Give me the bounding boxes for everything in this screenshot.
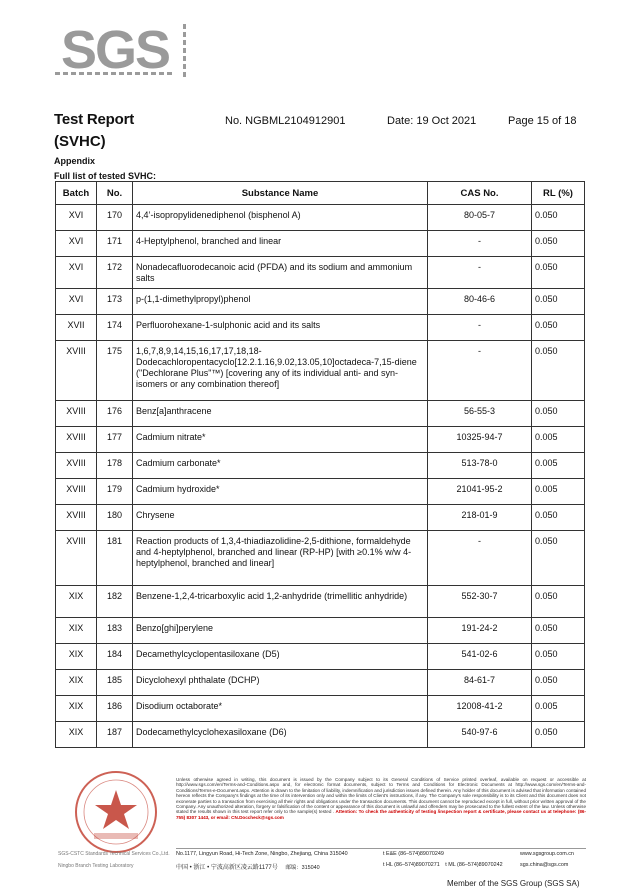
cell-no: 171 xyxy=(97,231,133,257)
cell-cas-no: - xyxy=(428,341,532,401)
table-row xyxy=(56,505,585,531)
cell-rl: 0.050 xyxy=(532,341,585,401)
cell-no: 187 xyxy=(97,722,133,748)
table-row xyxy=(56,479,585,505)
cell-substance-name: Cadmium carbonate* xyxy=(133,453,428,479)
report-title: Test Report xyxy=(54,111,135,128)
cell-no: 174 xyxy=(97,315,133,341)
table-row xyxy=(56,670,585,696)
cell-rl: 0.050 xyxy=(532,231,585,257)
cell-cas-no: - xyxy=(428,531,532,586)
cell-substance-name: Disodium octaborate* xyxy=(133,696,428,722)
cell-no: 181 xyxy=(97,531,133,586)
table-row xyxy=(56,644,585,670)
table-row xyxy=(56,315,585,341)
cell-cas-no: 513-78-0 xyxy=(428,453,532,479)
header-batch: Batch xyxy=(56,182,97,205)
cell-no: 180 xyxy=(97,505,133,531)
cell-cas-no: - xyxy=(428,257,532,289)
cell-substance-name: Reaction products of 1,3,4-thiadiazolidine-2,5-dithione, formaldehyde and 4-heptylphenol, branched and linear (RP-HP) [with ≥0.1% w/w 4-heptylphenol, branched and linear] xyxy=(133,531,428,586)
table-row xyxy=(56,722,585,748)
cell-substance-name: Perfluorohexane-1-sulphonic acid and its salts xyxy=(133,315,428,341)
cell-cas-no: 21041-95-2 xyxy=(428,479,532,505)
table-row xyxy=(56,618,585,644)
table-row xyxy=(56,531,585,586)
cell-cas-no: 56-55-3 xyxy=(428,401,532,427)
page-number: Page 15 of 18 xyxy=(508,115,577,127)
table-row xyxy=(56,341,585,401)
cell-substance-name: Chrysene xyxy=(133,505,428,531)
phone-english: t E&E (86–574)89070249 xyxy=(383,851,444,857)
cell-no: 179 xyxy=(97,479,133,505)
cell-batch: XIX xyxy=(56,696,97,722)
cell-rl: 0.050 xyxy=(532,644,585,670)
cell-batch: XVIII xyxy=(56,531,97,586)
cell-no: 173 xyxy=(97,289,133,315)
fax-ml: t ML (86–574)89070242 xyxy=(445,862,503,868)
cell-no: 178 xyxy=(97,453,133,479)
seal-caption-branch: Ningbo Branch Testing Laboratory xyxy=(58,863,134,869)
appendix-label: Appendix xyxy=(54,156,96,166)
cell-no: 185 xyxy=(97,670,133,696)
cell-cas-no: 10325-94-7 xyxy=(428,427,532,453)
cell-rl: 0.005 xyxy=(532,453,585,479)
postcode-cn: 邮编：315040 xyxy=(285,865,320,871)
sgs-member-note: Member of the SGS Group (SGS SA) xyxy=(447,879,580,888)
table-row xyxy=(56,289,585,315)
cell-rl: 0.050 xyxy=(532,205,585,231)
cell-batch: XVIII xyxy=(56,479,97,505)
cell-rl: 0.050 xyxy=(532,289,585,315)
cell-batch: XVIII xyxy=(56,401,97,427)
cell-substance-name: Dodecamethylcyclohexasiloxane (D6) xyxy=(133,722,428,748)
cell-batch: XVIII xyxy=(56,341,97,401)
table-row xyxy=(56,401,585,427)
cell-cas-no: 552-30-7 xyxy=(428,586,532,618)
address-chinese xyxy=(176,862,320,871)
cell-no: 184 xyxy=(97,644,133,670)
cell-no: 182 xyxy=(97,586,133,618)
table-row xyxy=(56,696,585,722)
cell-substance-name: 1,6,7,8,9,14,15,16,17,17,18,18-Dodecachloropentacyclo[12.2.1.16,9.02,13.05,10]octadeca-7,15-diene ("Dechlorane Plus"™) [covering any of its individual anti- and syn-isomers or any combination thereof] xyxy=(133,341,428,401)
seal-caption-company: SGS-CSTC Standards Technical Services Co.,Ltd. xyxy=(58,851,170,857)
cell-cas-no: 540-97-6 xyxy=(428,722,532,748)
cell-substance-name: Benzo[ghi]perylene xyxy=(133,618,428,644)
cell-no: 186 xyxy=(97,696,133,722)
cell-no: 183 xyxy=(97,618,133,644)
disclaimer-text: Unless otherwise agreed in writing, this document is issued by the Company subject to its General Conditions of Service printed overleaf, available on request or accessible at http://www.sgs.com/en/Terms-and-Conditions.aspx and, for electronic format documents, subject to Terms and Conditions for Electronic Documents at http://www.sgs.com/en/Terms-and-Conditions/Terms-e-Document.aspx. Attention is drawn to the limitation of liability, indemnification and jurisdiction issues defined therein. Any holder of this document is advised that information contained hereon reflects the Company's findings at the time of its intervention only and within the limits of Client's instructions, if any. The Company's sole responsibility is to its Client and this document does not exonerate parties to a transaction from exercising all their rights and obligations under the transaction documents. This document cannot be reproduced except in full, without prior written approval of the Company. Any unauthorized alteration, forgery or falsification of the content or appearance of this document is unlawful and offenders may be prosecuted to the fullest extent of the law. Unless otherwise stated the results shown in this test report refer only to the sample(s) tested . xyxy=(176,777,586,815)
attention-text: Attention: To check the authenticity of testing /inspection report & certificate, please contact us at telephone: (86-755) 8307 1443, or email: CN.Doccheck@sgs.com xyxy=(176,809,586,820)
cell-no: 172 xyxy=(97,257,133,289)
cell-batch: XIX xyxy=(56,586,97,618)
header-cas-no: CAS No. xyxy=(428,182,532,205)
table-header-row xyxy=(56,182,585,205)
report-date: Date: 19 Oct 2021 xyxy=(387,115,477,127)
cell-rl: 0.005 xyxy=(532,479,585,505)
phone-chinese xyxy=(383,862,503,868)
cell-batch: XVI xyxy=(56,231,97,257)
cell-no: 175 xyxy=(97,341,133,401)
cell-rl: 0.050 xyxy=(532,505,585,531)
table-row xyxy=(56,257,585,289)
cell-cas-no: - xyxy=(428,315,532,341)
cell-substance-name: Decamethylcyclopentasiloxane (D5) xyxy=(133,644,428,670)
cell-rl: 0.050 xyxy=(532,315,585,341)
phone-hl: t HL (86–574)89070271 xyxy=(383,862,440,868)
cell-substance-name: Dicyclohexyl phthalate (DCHP) xyxy=(133,670,428,696)
cell-substance-name: p-(1,1-dimethylpropyl)phenol xyxy=(133,289,428,315)
cell-batch: XVI xyxy=(56,289,97,315)
cell-rl: 0.050 xyxy=(532,722,585,748)
email-link[interactable]: sgs.china@sgs.com xyxy=(520,862,569,868)
cell-no: 170 xyxy=(97,205,133,231)
sgs-logo xyxy=(55,24,189,84)
table-row xyxy=(56,427,585,453)
footer-divider xyxy=(176,848,586,849)
cell-substance-name: Benzene-1,2,4-tricarboxylic acid 1,2-anhydride (trimellitic anhydride) xyxy=(133,586,428,618)
header-no: No. xyxy=(97,182,133,205)
cell-substance-name: Cadmium hydroxide* xyxy=(133,479,428,505)
cell-cas-no: 80-46-6 xyxy=(428,289,532,315)
cell-no: 177 xyxy=(97,427,133,453)
cell-batch: XVIII xyxy=(56,453,97,479)
cell-cas-no: 12008-41-2 xyxy=(428,696,532,722)
cell-batch: XIX xyxy=(56,670,97,696)
cell-batch: XIX xyxy=(56,618,97,644)
cell-substance-name: 4,4’-isopropylidenediphenol (bisphenol A) xyxy=(133,205,428,231)
cell-rl: 0.050 xyxy=(532,618,585,644)
cell-batch: XVI xyxy=(56,257,97,289)
cell-batch: XVIII xyxy=(56,427,97,453)
report-subtitle: (SVHC) xyxy=(54,133,106,150)
cell-batch: XVI xyxy=(56,205,97,231)
cell-batch: XVIII xyxy=(56,505,97,531)
cell-rl: 0.050 xyxy=(532,531,585,586)
cell-no: 176 xyxy=(97,401,133,427)
cell-rl: 0.050 xyxy=(532,586,585,618)
cell-cas-no: 541-02-6 xyxy=(428,644,532,670)
sgs-logo-graphic xyxy=(55,24,189,84)
cell-batch: XIX xyxy=(56,644,97,670)
cell-rl: 0.050 xyxy=(532,257,585,289)
table-row xyxy=(56,586,585,618)
report-number: No. NGBML2104912901 xyxy=(225,115,346,127)
cell-rl: 0.005 xyxy=(532,696,585,722)
cell-cas-no: 191-24-2 xyxy=(428,618,532,644)
table-row xyxy=(56,231,585,257)
footer-disclaimer xyxy=(176,777,586,820)
header-substance-name: Substance Name xyxy=(133,182,428,205)
cell-substance-name: Nonadecafluorodecanoic acid (PFDA) and its sodium and ammonium salts xyxy=(133,257,428,289)
cell-cas-no: 84-61-7 xyxy=(428,670,532,696)
address-english: No.1177, Lingyun Road, Hi-Tech Zone, Ningbo, Zhejiang, China 315040 xyxy=(176,851,348,857)
cell-batch: XVII xyxy=(56,315,97,341)
table-row xyxy=(56,205,585,231)
cell-rl: 0.050 xyxy=(532,401,585,427)
svhc-table xyxy=(55,181,585,748)
cell-cas-no: 80-05-7 xyxy=(428,205,532,231)
cell-substance-name: Cadmium nitrate* xyxy=(133,427,428,453)
cell-rl: 0.050 xyxy=(532,670,585,696)
address-cn-text: 中国 • 浙江 • 宁波高新区凌云路1177号 xyxy=(176,865,278,871)
table-row xyxy=(56,453,585,479)
list-title: Full list of tested SVHC: xyxy=(54,171,157,181)
sgs-logo-text: SGS xyxy=(60,24,170,80)
website-link[interactable]: www.sgsgroup.com.cn xyxy=(520,851,574,857)
cell-batch: XIX xyxy=(56,722,97,748)
cell-cas-no: - xyxy=(428,231,532,257)
header-rl: RL (%) xyxy=(532,182,585,205)
cell-substance-name: Benz[a]anthracene xyxy=(133,401,428,427)
cell-cas-no: 218-01-9 xyxy=(428,505,532,531)
cell-substance-name: 4-Heptylphenol, branched and linear xyxy=(133,231,428,257)
cell-rl: 0.005 xyxy=(532,427,585,453)
